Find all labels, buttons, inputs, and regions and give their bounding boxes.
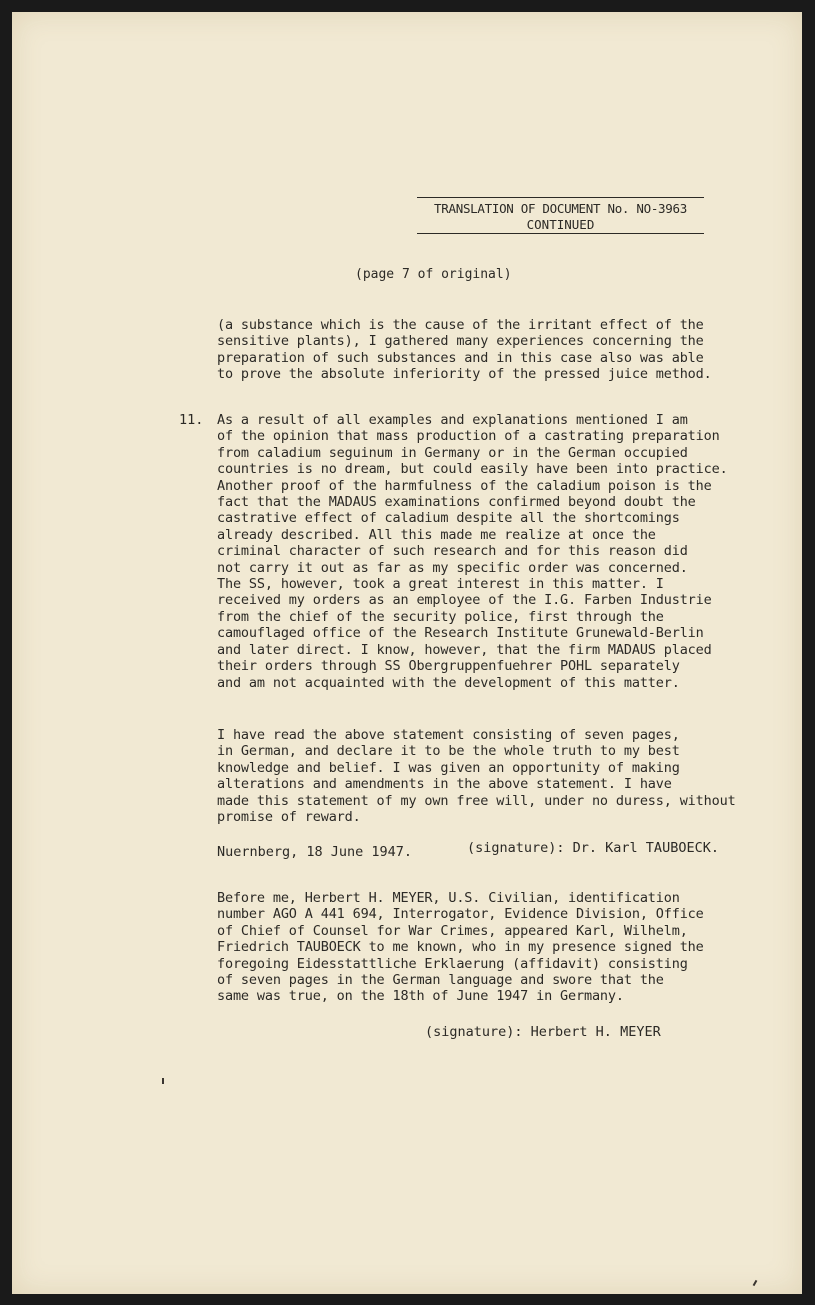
signature-tauboeck: (signature): Dr. Karl TAUBOECK. bbox=[467, 840, 719, 856]
signature-meyer: (signature): Herbert H. MEYER bbox=[425, 1024, 661, 1040]
document-subtitle: CONTINUED bbox=[417, 217, 704, 234]
declaration-paragraph: I have read the above statement consisting of seven pages, in German, and declare it to be the whole truth to my best knowledge and belief. I was given an opportunity of making alterations and amendments in the above statement. I have made this statement of my own free will, under no duress, without promise of reward. bbox=[217, 727, 736, 826]
paper-mark bbox=[162, 1078, 164, 1084]
item-11-paragraph: As a result of all examples and explanations mentioned I am of the opinion that mass production of a castrating preparation from caladium seguinum in Germany or in the German occupied countries is no dream, but could easily have been into practice. Another proof of the harmfulness of the caladium poison is the fact that the MADAUS examinations confirmed beyond doubt the castrative effect of caladium despite all the shortcomings already described. All this made me realize at once the criminal character of such research and for this reason did not carry it out as far as my specific order was concerned. The SS, however, took a great interest in this matter. I received my orders as an employee of the I.G. Farben Industrie from the chief of the security police, first through the camouflaged office of the Research Institute Grunewald-Berlin and later direct. I know, however, that the firm MADAUS placed their orders through SS Obergruppenfuehrer POHL separately and am not acquainted with the development of this matter. bbox=[217, 412, 728, 691]
page-reference: (page 7 of original) bbox=[355, 267, 512, 282]
paper-mark bbox=[753, 1280, 758, 1286]
document-header bbox=[417, 197, 704, 234]
place-date: Nuernberg, 18 June 1947. bbox=[217, 844, 413, 860]
item-number: 11. bbox=[179, 412, 204, 428]
certification-paragraph: Before me, Herbert H. MEYER, U.S. Civilian, identification number AGO A 441 694, Interrogator, Evidence Division, Office of Chief of Counsel for War Crimes, appeared Karl, Wilhelm, Friedrich TAUBOECK to me known, who in my presence signed the foregoing Eidesstattliche Erklaerung (affidavit) consisting of seven pages in the German language and swore that the same was true, on the 18th of June 1947 in Germany. bbox=[217, 890, 704, 1005]
document-title: TRANSLATION OF DOCUMENT No. NO-3963 bbox=[434, 201, 687, 216]
continuation-paragraph: (a substance which is the cause of the irritant effect of the sensitive plants), I gathered many experiences concerning the preparation of such substances and in this case also was able to prove the absolute inferiority of the pressed juice method. bbox=[217, 317, 712, 383]
document-page bbox=[12, 12, 802, 1294]
